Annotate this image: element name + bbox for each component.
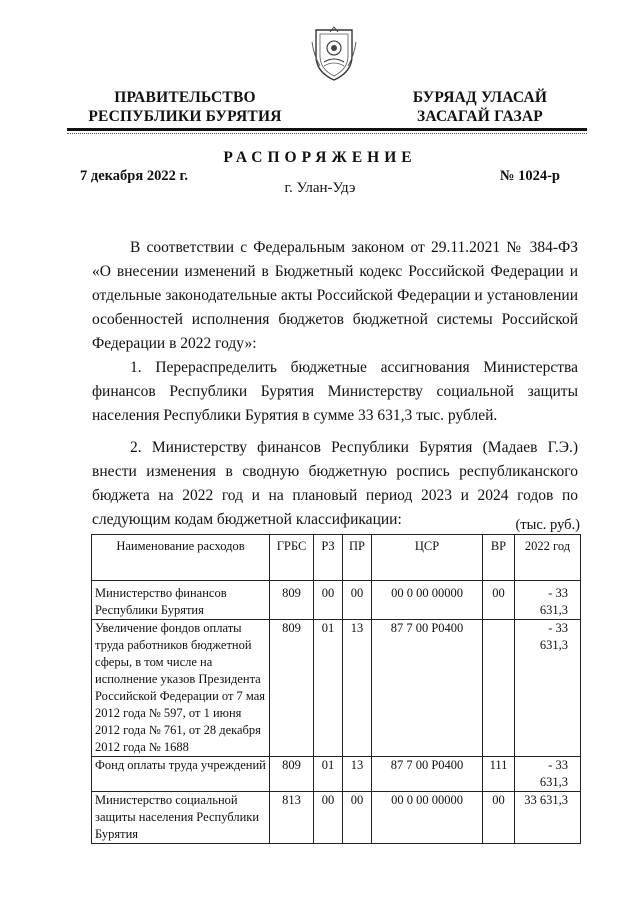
table-cell: 87 7 00 Р0400 [372, 757, 483, 792]
table-cell: 00 [483, 792, 515, 844]
document-number: № 1024-р [499, 168, 560, 184]
table-cell: 13 [343, 757, 372, 792]
table-units: (тыс. руб.) [515, 517, 580, 533]
document-date: 7 декабря 2022 г. [80, 168, 189, 184]
table-cell: 00 [343, 581, 372, 620]
table-cell: 87 7 00 Р0400 [372, 620, 483, 757]
document-city: г. Улан-Удэ [284, 180, 356, 196]
table-row [92, 581, 581, 620]
table-cell: 813 [270, 792, 314, 844]
table-cell: 00 0 00 00000 [372, 792, 483, 844]
header-divider-thin [67, 133, 587, 134]
clause-2-paragraph [92, 436, 578, 532]
document-title: РАСПОРЯЖЕНИЕ [223, 149, 417, 166]
table-cell: 00 [314, 792, 343, 844]
table-cell-name: Увеличение фондов оплаты труда работников бюджетной сферы, в том числе на исполнение указов Президента Российской Федерации от 7 мая 2012 года № 597, от 1 июня 2012 года № 761, от 28 декабря 2012 года № 1688 [92, 620, 270, 757]
table-cell: 13 [343, 620, 372, 757]
table-header-cell: ПР [343, 535, 372, 581]
table-header-cell: ЦСР [372, 535, 483, 581]
coat-of-arms-icon [310, 26, 358, 82]
table-cell: 00 0 00 00000 [372, 581, 483, 620]
issuer-line-2: РЕСПУБЛИКИ БУРЯТИЯ [88, 108, 282, 125]
issuer-line-1: ПРАВИТЕЛЬСТВО [114, 89, 256, 106]
table-cell: 00 [343, 792, 372, 844]
table-cell: 01 [314, 620, 343, 757]
preamble-text: В соответствии с Федеральным законом от 29.11.2021 № 384-ФЗ «О внесении изменений в Бюджетный кодекс Российской Федерации и отдельные законодательные акты Российской Федерации и установлении особенностей исполнения бюджетов бюджетной системы Российской Федерации в 2022 году»: [92, 239, 578, 352]
clause-1-text: 1. Перераспределить бюджетные ассигнования Министерства финансов Республики Бурятия Министерству социальной защиты населения Республики Бурятия в сумме 33 631,3 тыс. рублей. [92, 359, 578, 424]
table-cell: 00 [483, 581, 515, 620]
table-header-row [92, 535, 581, 581]
table-header-cell: 2022 год [515, 535, 581, 581]
table-cell-amount: - 33 631,3 [515, 581, 581, 620]
issuer-name-russian [80, 88, 290, 126]
table-header-cell: Наименование расходов [92, 535, 270, 581]
table-header-cell: ВР [483, 535, 515, 581]
header-divider-thick [67, 128, 587, 131]
table-row [92, 757, 581, 792]
table-cell: 111 [483, 757, 515, 792]
table-cell-amount: - 33 631,3 [515, 620, 581, 757]
table-row [92, 620, 581, 757]
preamble-paragraph [92, 236, 578, 356]
table-header-cell: ГРБС [270, 535, 314, 581]
table-cell-name: Министерство социальной защиты населения Республики Бурятия [92, 792, 270, 844]
table-cell-amount: - 33 631,3 [515, 757, 581, 792]
issuer-name-buryat [400, 88, 560, 126]
issuer-buryat-line-1: БУРЯАД УЛАСАЙ [412, 89, 548, 106]
table-header-cell: РЗ [314, 535, 343, 581]
clause-1-paragraph [92, 356, 578, 428]
table-cell-name: Министерство финансов Республики Бурятия [92, 581, 270, 620]
clause-2-text: 2. Министерству финансов Республики Бурятия (Мадаев Г.Э.) внести изменения в сводную бюджетную роспись республиканского бюджета на 2022 год и на плановый период 2023 и 2024 годов по следующим кодам бюджетной классификации: [92, 439, 578, 528]
table-cell-name: Фонд оплаты труда учреждений [92, 757, 270, 792]
budget-table [91, 534, 581, 844]
table-cell: 01 [314, 757, 343, 792]
table-cell [483, 620, 515, 757]
table-cell: 809 [270, 757, 314, 792]
table-cell-amount: 33 631,3 [515, 792, 581, 844]
table-cell: 809 [270, 581, 314, 620]
issuer-buryat-line-2: ЗАСАГАЙ ГАЗАР [417, 108, 543, 125]
table-row [92, 792, 581, 844]
table-cell: 00 [314, 581, 343, 620]
table-cell: 809 [270, 620, 314, 757]
